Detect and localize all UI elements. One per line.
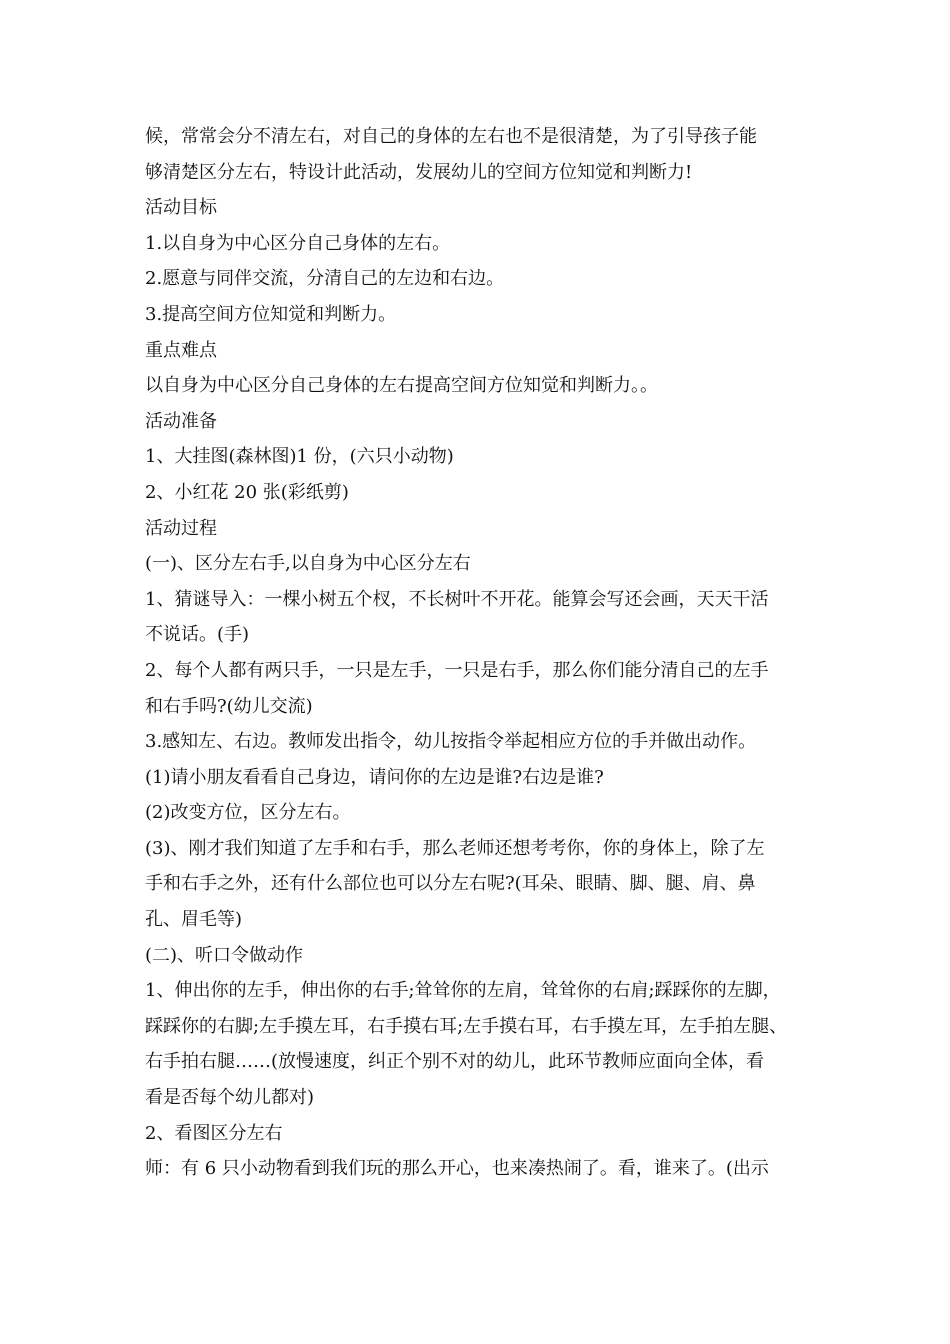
section-heading: 重点难点 <box>145 339 217 361</box>
list-item: 1、大挂图(森林图)1 份，(六只小动物) <box>145 446 454 468</box>
section-heading: 活动准备 <box>145 410 217 432</box>
section-heading: 活动目标 <box>145 197 217 219</box>
paragraph-line: 以自身为中心区分自己身体的左右提高空间方位知觉和判断力。。 <box>145 375 658 397</box>
paragraph-line: 2、看图区分左右 <box>145 1122 283 1144</box>
paragraph-line: 1、猜谜导入：一棵小树五个杈，不长树叶不开花。能算会写还会画，天天干活 <box>145 588 769 610</box>
paragraph-line: 看是否每个幼儿都对) <box>145 1087 315 1109</box>
list-item: 3.提高空间方位知觉和判断力。 <box>145 303 397 325</box>
subsection-heading: (一)、区分左右手,以自身为中心区分左右 <box>145 553 471 575</box>
paragraph-line: 够清楚区分左右，特设计此活动，发展幼儿的空间方位知觉和判断力! <box>145 161 693 183</box>
paragraph-line: 师：有 6 只小动物看到我们玩的那么开心，也来凑热闹了。看，谁来了。(出示 <box>145 1158 769 1180</box>
paragraph-line: 1、伸出你的左手，伸出你的右手;耸耸你的左肩，耸耸你的右肩;踩踩你的左脚， <box>145 980 781 1002</box>
list-item: 2.愿意与同伴交流，分清自己的左边和右边。 <box>145 268 505 290</box>
paragraph-line: 和右手吗?(幼儿交流) <box>145 695 313 717</box>
paragraph-line: 孔、眉毛等) <box>145 909 243 931</box>
document-body <box>145 119 813 1187</box>
paragraph-line: 不说话。(手) <box>145 624 250 646</box>
paragraph-line: (1)请小朋友看看自己身边，请问你的左边是谁?右边是谁? <box>145 766 604 788</box>
paragraph-line: (3)、刚才我们知道了左手和右手，那么老师还想考考你，你的身体上，除了左 <box>145 837 765 859</box>
paragraph-line: 踩踩你的右脚;左手摸左耳，右手摸右耳;左手摸右耳，右手摸左耳，左手拍左腿、 <box>145 1015 788 1037</box>
subsection-heading: (二)、听口令做动作 <box>145 944 304 966</box>
list-item: 2、小红花 20 张(彩纸剪) <box>145 481 349 503</box>
paragraph-line: 手和右手之外，还有什么部位也可以分左右呢?(耳朵、眼睛、脚、腿、肩、鼻 <box>145 873 756 895</box>
paragraph-line: 2、每个人都有两只手，一只是左手，一只是右手，那么你们能分清自己的左手 <box>145 659 769 681</box>
list-item: 1.以自身为中心区分自己身体的左右。 <box>145 232 451 254</box>
paragraph-line: 3.感知左、右边。教师发出指令，幼儿按指令举起相应方位的手并做出动作。 <box>145 731 757 753</box>
paragraph-line: (2)改变方位，区分左右。 <box>145 802 351 824</box>
paragraph-line: 候，常常会分不清左右，对自己的身体的左右也不是很清楚，为了引导孩子能 <box>145 126 757 147</box>
section-heading: 活动过程 <box>145 517 217 539</box>
paragraph-line: 右手拍右腿……(放慢速度，纠正个别不对的幼儿，此环节教师应面向全体，看 <box>145 1051 765 1073</box>
